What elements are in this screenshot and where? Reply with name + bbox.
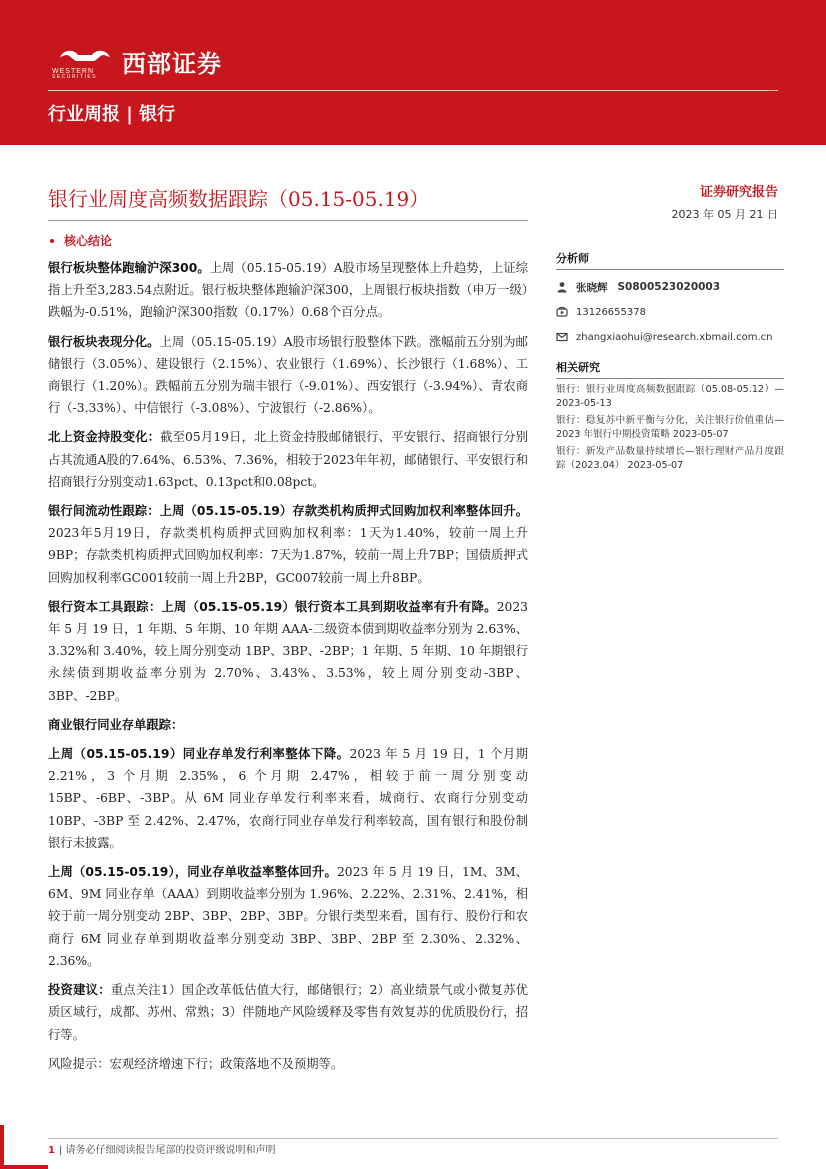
title-divider	[48, 220, 528, 221]
header-divider	[48, 90, 778, 91]
paragraph	[48, 596, 528, 707]
footer-sep: |	[58, 1145, 66, 1156]
paragraph-text: 重点关注1）国企改革低估值大行，邮储银行；2）高业绩景气或小微复苏优质区域行，成都、苏州、常熟；3）伴随地产风险缓释及零售有效复苏的优质股份行，招行等。	[48, 983, 528, 1042]
brand-name-en-sub: SECURITIES	[52, 74, 98, 80]
bullet-icon	[50, 239, 54, 243]
paragraph-text: 风险提示：宏观经济增速下行；政策落地不及预期等。	[48, 1056, 344, 1071]
analyst-phone: 13126655378	[576, 306, 646, 318]
mail-icon	[556, 331, 568, 343]
analyst-email-row	[556, 329, 784, 345]
header-banner	[0, 0, 826, 145]
related-research-item[interactable]: 银行：新发产品数量持续增长—银行理财产品月度跟踪（2023.04） 2023-05-07	[556, 446, 784, 471]
paragraph	[48, 861, 528, 972]
report-date: 2023 年 05 月 21 日	[671, 208, 778, 221]
related-research-item[interactable]: 银行：银行业周度高频数据跟踪（05.08-05.12）— 2023-05-13	[556, 384, 784, 409]
paragraph	[48, 979, 528, 1046]
analyst-name: 张晓辉	[576, 281, 608, 294]
paragraph	[48, 331, 528, 420]
main-body	[48, 257, 528, 1082]
paragraph	[48, 500, 528, 589]
paragraph-text: 2023 年 5 月 19 日，1M、3M、6M、9M 同业存单（AAA）到期收益率分别为 1.96%、2.22%、2.31%、2.41%，相较于前一周分别变动 2BP、3BP、2BP、3BP。分银行类型来看，国有行、股份行和农商行 6M 同业存单到期收益率分别变动 3BP、3BP、2BP 至 2.30%、2.32%、2.36%。	[48, 865, 529, 968]
related-research-heading: 相关研究	[556, 359, 784, 379]
paragraph	[48, 257, 528, 324]
sidebar	[556, 250, 784, 473]
corner-accent	[0, 1125, 4, 1169]
analyst-email[interactable]: zhangxiaohui@research.xbmail.com.cn	[576, 331, 773, 343]
paragraph	[48, 743, 528, 854]
analyst-name-row	[556, 279, 784, 295]
paragraph-text: 2023 年 5 月 19 日，1 个月期 2.21%，3 个月期 2.35%，6 个月期 2.47%，相较于前一周分别变动 15BP、-6BP、-3BP。从 6M 同业存单发行利率来看，城商行、农商行分别变动 10BP、-3BP 至 2.42%、2.47%，农商行同业存单发行利率较高，国有银行和股份制银行未披露。	[48, 747, 528, 850]
paragraph-text: 上周（05.15-05.19）A股市场银行股整体下跌。涨幅前五分别为邮储银行（3.05%）、建设银行（2.15%）、农业银行（1.69%）、长沙银行（1.68%）、工商银行（1.20%）。跌幅前五分别为瑞丰银行（-9.01%）、西安银行（-3.94%）、青农商行（-3.33%）、中信银行（-3.08%）、宁波银行（-2.86%）。	[48, 334, 528, 416]
paragraph-text: 2023 年 5 月 19 日，1 年期、5 年期、10 年期 AAA-二级资本债到期收益率分别为 2.63%、3.32%和 3.40%，较上周分别变动 1BP、3BP、-2BP；1 年期、5 年期、10 年期银行永续债到期收益率分别为 2.70%、3.43%、3.53%，较上周分别变动-3BP、3BP、-2BP。	[48, 599, 528, 703]
report-type: 证券研究报告	[699, 185, 778, 200]
paragraph-lead: 北上资金持股变化：	[48, 430, 161, 445]
paragraph	[48, 426, 528, 493]
brand-name-en: WESTERN SECURITIES	[52, 68, 98, 80]
paragraph-text: 2023年5月19日，存款类机构质押式回购加权利率：1天为1.40%，较前一周上升9BP；存款类机构质押式回购加权利率：7天为1.87%，较前一周上升7BP；国债质押式回购加权利率GC001较前一周上升2BP，GC007较前一周上升8BP。	[48, 526, 528, 585]
paragraph-lead: 商业银行同业存单跟踪：	[48, 717, 184, 732]
footer-divider	[48, 1138, 778, 1139]
paragraph-lead: 银行资本工具跟踪：上周（05.15-05.19）银行资本工具到期收益率有升有降。	[48, 599, 497, 614]
analyst-phone-row	[556, 304, 784, 320]
paragraph-lead: 银行板块表现分化。	[48, 334, 160, 349]
footer-disclaimer: 请务必仔细阅读报告尾部的投资评级说明和声明	[65, 1145, 276, 1156]
corner-accent	[0, 1165, 48, 1169]
page-number: 1	[48, 1145, 55, 1156]
paragraph-lead: 投资建议：	[48, 983, 111, 998]
paragraph-text: 截至05月19日，北上资金持股邮储银行、平安银行、招商银行分别占其流通A股的7.64%、6.53%、7.36%，相较于2023年年初，邮储银行、平安银行和招商银行分别变动1.63pct、0.13pct和0.08pct。	[48, 430, 528, 489]
report-category: 行业周报 | 银行	[48, 104, 176, 125]
paragraph-lead: 上周（05.15-05.19），同业存单收益率整体回升。	[48, 865, 337, 880]
phone-icon	[556, 306, 568, 318]
paragraph-lead: 银行间流动性跟踪：上周（05.15-05.19）存款类机构质押式回购加权利率整体回升。	[48, 504, 528, 519]
paragraph-text: 上周（05.15-05.19）A股市场呈现整体上升趋势，上证综指上升至3,283.54点附近。银行板块整体跑输沪深300，上周银行板块指数（申万一级）跌幅为-0.51%，跑输沪深300指数（0.17%）0.68个百分点。	[48, 261, 529, 320]
report-title: 银行业周度高频数据跟踪（05.15-05.19）	[48, 187, 430, 211]
person-icon	[556, 281, 568, 293]
core-conclusion-heading: 核心结论	[48, 232, 112, 249]
paragraph-lead: 上周（05.15-05.19）同业存单发行利率整体下降。	[48, 747, 350, 762]
brand-name-cn: 西部证券	[122, 50, 222, 78]
related-research-item[interactable]: 银行：稳复苏中新平衡与分化，关注银行价值重估— 2023 年银行中期投资策略 2023-05-07	[556, 415, 784, 440]
paragraph-lead: 银行板块整体跑输沪深300。	[48, 261, 210, 275]
footer	[48, 1141, 276, 1156]
analyst-heading: 分析师	[556, 250, 784, 270]
analyst-cert-number: S0800523020003	[617, 281, 721, 293]
risk-warning	[48, 1053, 528, 1075]
paragraph	[48, 714, 528, 736]
